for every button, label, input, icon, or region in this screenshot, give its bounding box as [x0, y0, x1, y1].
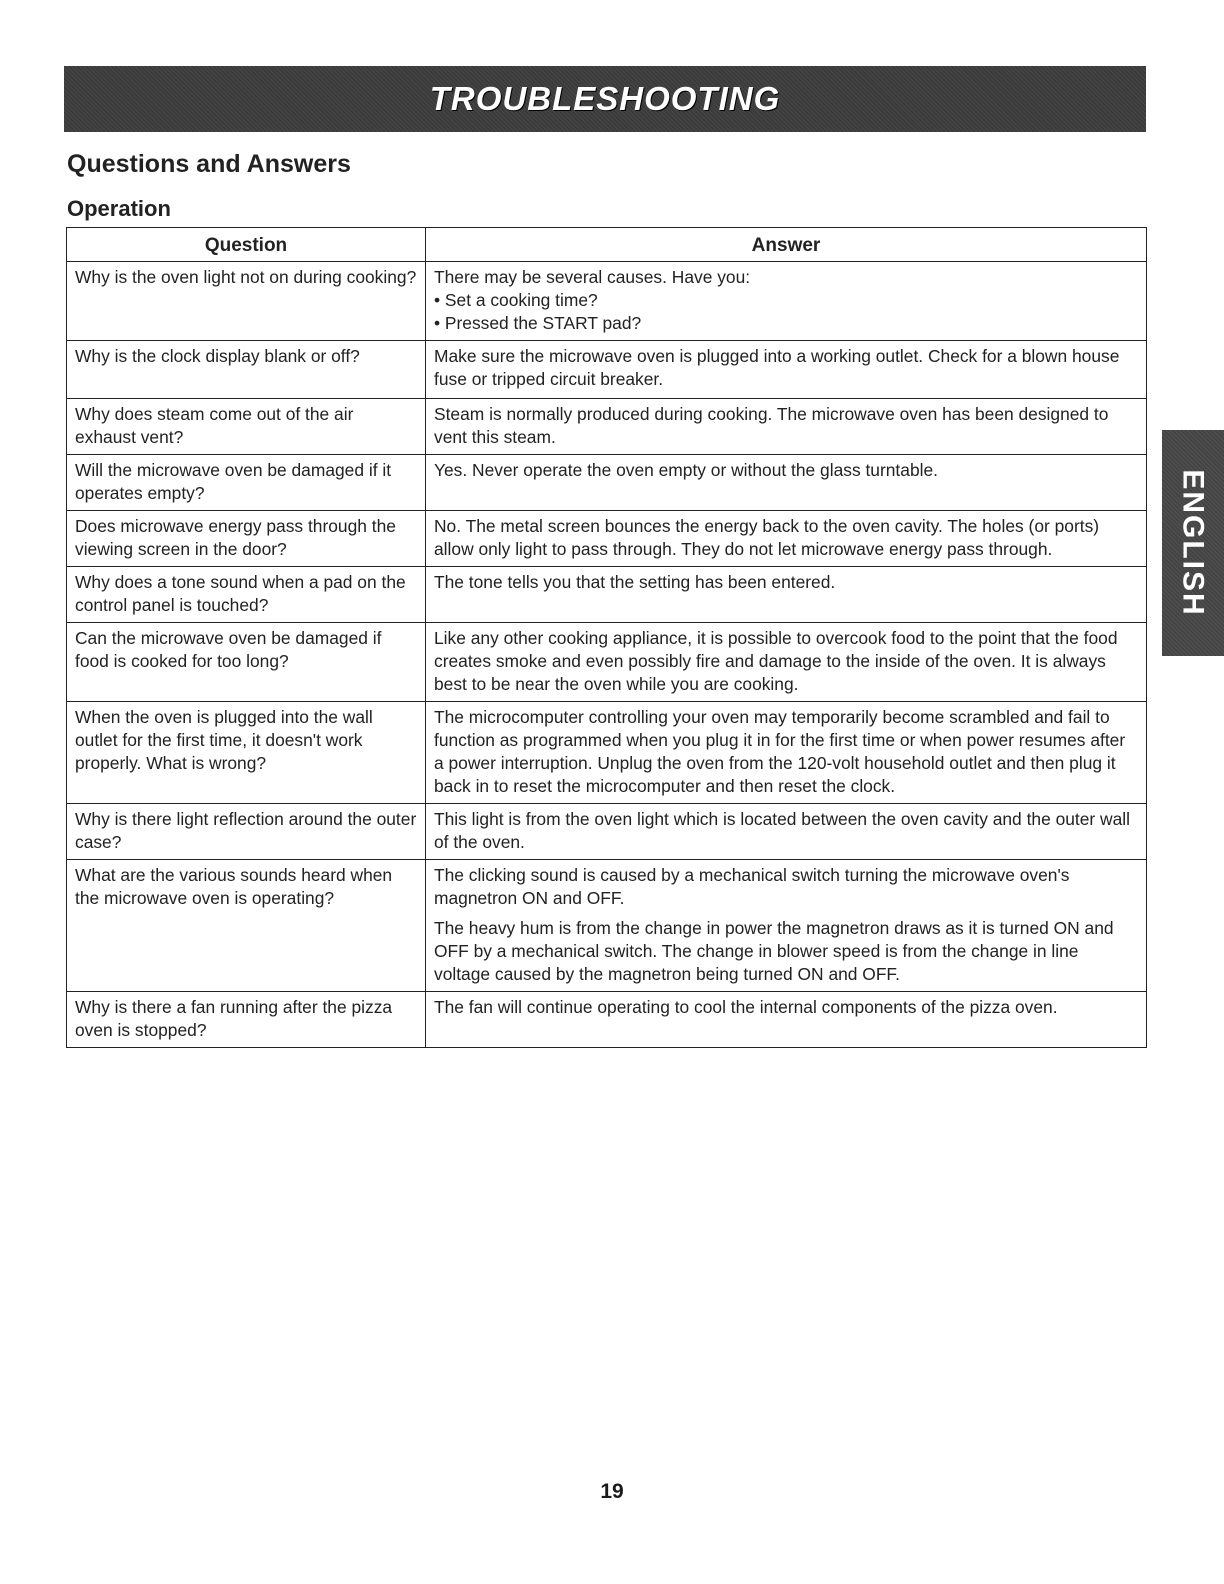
banner-title: TROUBLESHOOTING	[429, 80, 781, 117]
answer-cell: Steam is normally produced during cooking. The microwave oven has been designed to vent this steam.	[426, 399, 1147, 455]
answer-cell: Yes. Never operate the oven empty or without the glass turntable.	[426, 455, 1147, 511]
question-cell: Can the microwave oven be damaged if food is cooked for too long?	[67, 623, 426, 702]
table-row	[67, 341, 1147, 399]
question-cell: Does microwave energy pass through the viewing screen in the door?	[67, 511, 426, 567]
answer-cell: The microcomputer controlling your oven may temporarily become scrambled and fail to function as programmed when you plug it in for the first time or when power resumes after a power interruption. Unplug the oven from the 120-volt household outlet and then plug it back in to reset the microcomputer and then reset the clock.	[426, 702, 1147, 804]
side-tab-label: ENGLISH	[1177, 469, 1211, 617]
table-header-row	[67, 228, 1147, 262]
question-cell: Why is there a fan running after the pizza oven is stopped?	[67, 992, 426, 1048]
table-row	[67, 804, 1147, 860]
answer-cell: The tone tells you that the setting has been entered.	[426, 567, 1147, 623]
table-row	[67, 623, 1147, 702]
page-number: 19	[600, 1480, 624, 1503]
answer-cell: Like any other cooking appliance, it is possible to overcook food to the point that the food creates smoke and even possibly fire and damage to the inside of the oven. It is always best to be near the oven while you are cooking.	[426, 623, 1147, 702]
table-row	[67, 567, 1147, 623]
answer-column-header: Answer	[426, 228, 1147, 262]
answer-cell: The fan will continue operating to cool the internal components of the pizza oven.	[426, 992, 1147, 1048]
table-row	[67, 455, 1147, 511]
section-title: Questions and Answers	[67, 150, 351, 178]
question-cell: Why does a tone sound when a pad on the control panel is touched?	[67, 567, 426, 623]
language-side-tab	[1162, 430, 1224, 656]
qa-table	[66, 227, 1147, 1048]
answer-paragraph: The clicking sound is caused by a mechanical switch turning the microwave oven's magnetron ON and OFF.	[434, 865, 1070, 908]
question-cell: Why is the oven light not on during cooking?	[67, 262, 426, 341]
question-cell: What are the various sounds heard when the microwave oven is operating?	[67, 860, 426, 992]
answer-cell: No. The metal screen bounces the energy back to the oven cavity. The holes (or ports) allow only light to pass through. They do not let microwave energy pass through.	[426, 511, 1147, 567]
table-row	[67, 399, 1147, 455]
answer-cell: This light is from the oven light which is located between the oven cavity and the outer wall of the oven.	[426, 804, 1147, 860]
question-cell: Why is the clock display blank or off?	[67, 341, 426, 399]
answer-cell	[426, 860, 1147, 992]
question-cell: Will the microwave oven be damaged if it operates empty?	[67, 455, 426, 511]
subsection-title: Operation	[67, 196, 171, 221]
table-row	[67, 511, 1147, 567]
troubleshooting-banner	[64, 66, 1146, 132]
answer-bullet: • Pressed the START pad?	[434, 313, 642, 333]
answer-cell	[426, 262, 1147, 341]
table-row	[67, 262, 1147, 341]
question-cell: Why is there light reflection around the outer case?	[67, 804, 426, 860]
question-cell: Why does steam come out of the air exhaust vent?	[67, 399, 426, 455]
question-cell: When the oven is plugged into the wall outlet for the first time, it doesn't work properly. What is wrong?	[67, 702, 426, 804]
answer-paragraph: The heavy hum is from the change in power the magnetron draws as it is turned ON and OFF by a mechanical switch. The change in blower speed is from the change in line voltage caused by the magnetron being turned ON and OFF.	[434, 918, 1114, 984]
table-row	[67, 702, 1147, 804]
answer-intro: There may be several causes. Have you:	[434, 267, 751, 287]
table-row	[67, 860, 1147, 992]
table-row	[67, 992, 1147, 1048]
answer-bullet: • Set a cooking time?	[434, 290, 598, 310]
answer-cell: Make sure the microwave oven is plugged into a working outlet. Check for a blown house fuse or tripped circuit breaker.	[426, 341, 1147, 399]
question-column-header: Question	[67, 228, 426, 262]
